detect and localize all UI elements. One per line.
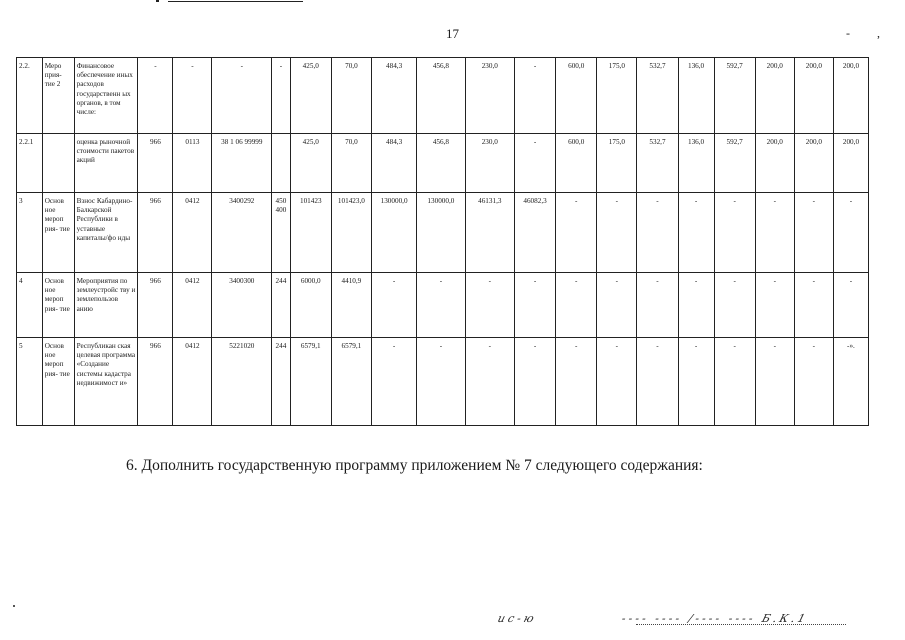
value-cell: 4410,9 xyxy=(331,273,371,338)
code-csr: - xyxy=(212,58,272,134)
value-cell: 200,0 xyxy=(833,58,868,134)
page-number: 17 xyxy=(446,26,459,41)
value-cell: - xyxy=(637,273,678,338)
row-kind: Основ ное мероп рия- тие xyxy=(42,273,74,338)
code-csr: 3400292 xyxy=(212,193,272,273)
value-cell: - xyxy=(678,338,714,426)
value-cell: 130000,0 xyxy=(371,193,416,273)
row-number: 5 xyxy=(17,338,43,426)
handwritten-signature xyxy=(496,612,810,625)
value-cell: 200,0 xyxy=(794,134,833,193)
table-row xyxy=(17,193,869,273)
value-cell: - xyxy=(465,273,514,338)
code-csr: 5221020 xyxy=(212,338,272,426)
value-cell: -». xyxy=(833,338,868,426)
value-cell: - xyxy=(714,193,755,273)
value-cell: 70,0 xyxy=(331,58,371,134)
value-cell: 600,0 xyxy=(556,134,597,193)
code-csr: 38 1 06 99999 xyxy=(212,134,272,193)
value-cell: - xyxy=(417,273,465,338)
code-vr: 244 xyxy=(272,273,291,338)
value-cell: 200,0 xyxy=(755,58,794,134)
value-cell: - xyxy=(556,338,597,426)
value-cell: - xyxy=(597,193,637,273)
row-kind: Основ ное мероп рия- тие xyxy=(42,193,74,273)
value-cell: - xyxy=(597,273,637,338)
code-vr: 450 400 xyxy=(272,193,291,273)
value-cell: 6579,1 xyxy=(331,338,371,426)
value-cell: 46082,3 xyxy=(514,193,555,273)
code-rz: - xyxy=(173,58,212,134)
table-row xyxy=(17,273,869,338)
value-cell: 425,0 xyxy=(290,58,331,134)
value-cell: - xyxy=(755,193,794,273)
scan-mark xyxy=(156,0,159,2)
code-rz: 0412 xyxy=(173,338,212,426)
value-cell: - xyxy=(755,338,794,426)
value-cell: - xyxy=(637,193,678,273)
value-cell: - xyxy=(794,338,833,426)
code-grbs: 966 xyxy=(138,338,173,426)
top-rule xyxy=(168,1,303,2)
row-kind: Меро прия- тие 2 xyxy=(42,58,74,134)
value-cell: - xyxy=(514,134,555,193)
signature-left: ис-ю xyxy=(496,612,539,625)
table-row xyxy=(17,338,869,426)
value-cell: - xyxy=(556,273,597,338)
value-cell: 484,3 xyxy=(371,58,416,134)
code-rz: 0113 xyxy=(173,134,212,193)
value-cell: - xyxy=(514,338,555,426)
row-name: Взнос Кабардино- Балкарской Республики в уставные капиталы/фо нды xyxy=(74,193,138,273)
row-number: 2.2. xyxy=(17,58,43,134)
value-cell: - xyxy=(371,273,416,338)
value-cell: - xyxy=(417,338,465,426)
budget-table xyxy=(16,57,869,426)
value-cell: 130000,0 xyxy=(417,193,465,273)
row-name: Республикан ская целевая программа «Создание системы кадастра недвижимост и» xyxy=(74,338,138,426)
value-cell: 175,0 xyxy=(597,58,637,134)
value-cell: - xyxy=(597,338,637,426)
corner-marks: - , xyxy=(846,26,892,40)
row-kind: Основ ное мероп рия- тие xyxy=(42,338,74,426)
value-cell: - xyxy=(755,273,794,338)
value-cell: 456,8 xyxy=(417,58,465,134)
table-row xyxy=(17,134,869,193)
value-cell: - xyxy=(371,338,416,426)
value-cell: 6579,1 xyxy=(290,338,331,426)
row-number: 2.2.1 xyxy=(17,134,43,193)
value-cell: - xyxy=(678,193,714,273)
scan-mark xyxy=(13,605,15,607)
value-cell: 175,0 xyxy=(597,134,637,193)
code-rz: 0412 xyxy=(173,273,212,338)
code-grbs: 966 xyxy=(138,193,173,273)
value-cell: 484,3 xyxy=(371,134,416,193)
value-cell: - xyxy=(714,338,755,426)
value-cell: - xyxy=(714,273,755,338)
value-cell: - xyxy=(794,193,833,273)
value-cell: 136,0 xyxy=(678,58,714,134)
code-vr: 244 xyxy=(272,338,291,426)
value-cell: 230,0 xyxy=(465,58,514,134)
value-cell: 592,7 xyxy=(714,134,755,193)
value-cell: - xyxy=(678,273,714,338)
value-cell: 136,0 xyxy=(678,134,714,193)
value-cell: - xyxy=(556,193,597,273)
value-cell: - xyxy=(514,58,555,134)
row-name: Мероприятия по землеустройс тву и землепользов анию xyxy=(74,273,138,338)
value-cell: 46131,3 xyxy=(465,193,514,273)
value-cell: 70,0 xyxy=(331,134,371,193)
value-cell: 532,7 xyxy=(637,134,678,193)
code-grbs: - xyxy=(138,58,173,134)
value-cell: 101423,0 xyxy=(331,193,371,273)
row-kind xyxy=(42,134,74,193)
value-cell: - xyxy=(465,338,514,426)
code-grbs: 966 xyxy=(138,134,173,193)
value-cell: - xyxy=(794,273,833,338)
table-row xyxy=(17,58,869,134)
code-csr: 3400300 xyxy=(212,273,272,338)
code-rz: 0412 xyxy=(173,193,212,273)
value-cell: - xyxy=(637,338,678,426)
value-cell: 101423 xyxy=(290,193,331,273)
code-vr xyxy=(272,134,291,193)
code-vr: - xyxy=(272,58,291,134)
value-cell: 600,0 xyxy=(556,58,597,134)
value-cell: 456,8 xyxy=(417,134,465,193)
amendment-paragraph: 6. Дополнить государственную программу приложением № 7 следующего содержания: xyxy=(126,457,703,474)
row-name: оценка рыночной стоимости пакетов акций xyxy=(74,134,138,193)
value-cell: 532,7 xyxy=(637,58,678,134)
value-cell: 592,7 xyxy=(714,58,755,134)
signature-right: ---- ---- /---- ---- Б.К.1 xyxy=(620,612,810,625)
value-cell: 6000,0 xyxy=(290,273,331,338)
value-cell: 200,0 xyxy=(833,134,868,193)
row-number: 3 xyxy=(17,193,43,273)
value-cell: - xyxy=(514,273,555,338)
row-number: 4 xyxy=(17,273,43,338)
code-grbs: 966 xyxy=(138,273,173,338)
value-cell: 425,0 xyxy=(290,134,331,193)
value-cell: 200,0 xyxy=(794,58,833,134)
value-cell: 230,0 xyxy=(465,134,514,193)
value-cell: 200,0 xyxy=(755,134,794,193)
value-cell: - xyxy=(833,273,868,338)
value-cell: - xyxy=(833,193,868,273)
row-name: Финансовое обеспечение иных расходов государственн ых органов, в том числе: xyxy=(74,58,138,134)
